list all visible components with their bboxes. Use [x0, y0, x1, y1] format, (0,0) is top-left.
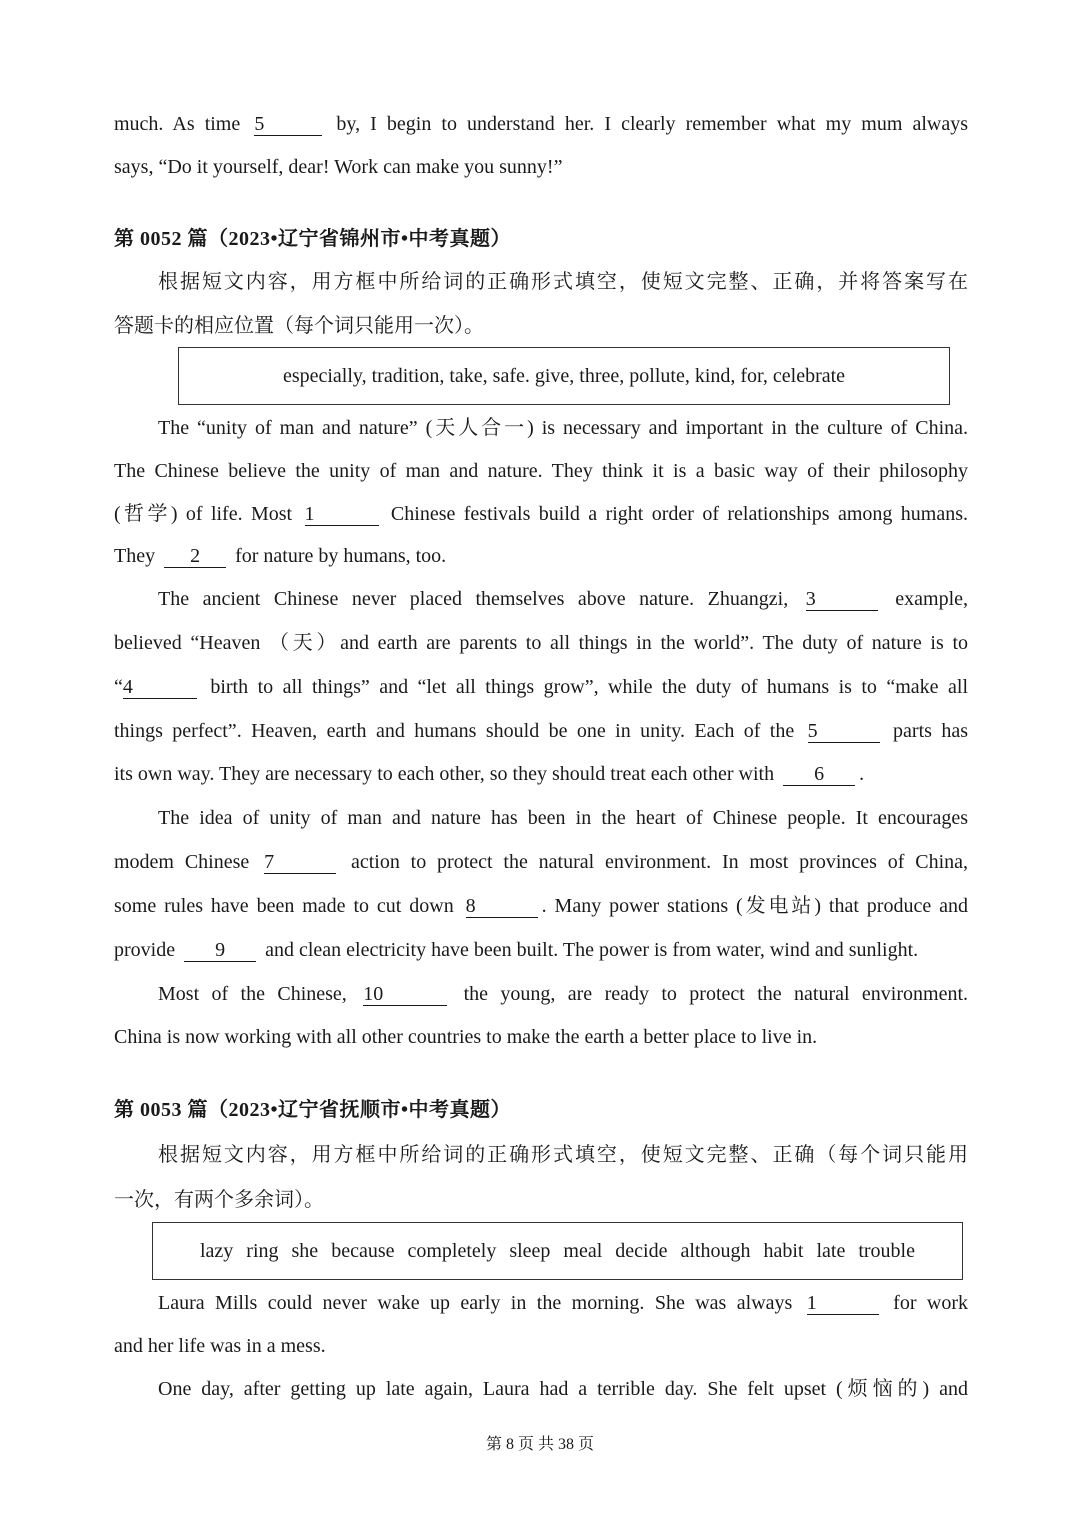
text-line: “4 birth to all things” and “let all things grow”, while the duty of humans is to “make all	[114, 676, 968, 698]
text-line: Most of the Chinese, 10 the young, are ready to protect the natural environment.	[158, 983, 969, 1005]
word-bank-text: lazy ring she because completely sleep meal decide although habit late trouble	[200, 1239, 915, 1262]
instruction-line: 根据短文内容，用方框中所给词的正确形式填空，使短文完整、正确（每个词只能用	[158, 1144, 968, 1166]
text-line: provide 9 and clean electricity have been built. The power is from water, wind and sunlight.	[114, 939, 919, 961]
text-line: The Chinese believe the unity of man and nature. They think it is a basic way of their philosophy	[114, 460, 968, 482]
answer-blank[interactable]: 9	[184, 939, 256, 962]
answer-blank[interactable]: 1	[305, 503, 379, 526]
text-line: some rules have been made to cut down 8 . Many power stations (发电站) that produce and	[114, 895, 969, 917]
text-line: The idea of unity of man and nature has been in the heart of Chinese people. It encourages	[158, 807, 968, 829]
text-line: Laura Mills could never wake up early in the morning. She was always 1 for work	[158, 1292, 968, 1314]
section-heading-0052: 第 0052 篇（2023•辽宁省锦州市•中考真题）	[114, 228, 512, 250]
page-footer: 第 8 页 共 38 页	[485, 1436, 594, 1453]
word-bank-box	[152, 1222, 963, 1280]
text-line: (哲学) of life. Most 1 Chinese festivals build a right order of relationships among humans.	[114, 503, 969, 525]
answer-blank[interactable]: 2	[164, 545, 226, 568]
word-bank-box	[178, 347, 950, 405]
answer-blank[interactable]: 7	[264, 851, 336, 874]
answer-blank[interactable]: 4	[123, 676, 197, 699]
text-line: The “unity of man and nature” (天人合一) is necessary and important in the culture of China.	[158, 417, 968, 439]
instruction-line: 一次，有两个多余词）。	[114, 1189, 324, 1211]
text-line: The ancient Chinese never placed themselves above nature. Zhuangzi, 3 example,	[158, 588, 969, 610]
answer-blank[interactable]: 8	[466, 895, 538, 918]
text-line: much. As time 5 by, I begin to understand her. I clearly remember what my mum always	[114, 113, 969, 135]
text-line: says, “Do it yourself, dear! Work can make you sunny!”	[114, 156, 563, 178]
answer-blank[interactable]: 3	[806, 588, 878, 611]
word-bank-text: especially, tradition, take, safe. give, three, pollute, kind, for, celebrate	[282, 364, 846, 387]
instruction-line: 答题卡的相应位置（每个词只能用一次）。	[114, 315, 484, 337]
answer-blank[interactable]: 10	[363, 983, 447, 1006]
answer-blank[interactable]: 6	[783, 763, 855, 786]
text-line: its own way. They are necessary to each other, so they should treat each other with 6 .	[114, 763, 865, 785]
instruction-line: 根据短文内容，用方框中所给词的正确形式填空，使短文完整、正确，并将答案写在	[158, 271, 968, 293]
text-line: One day, after getting up late again, Laura had a terrible day. She felt upset (烦恼的) and	[158, 1378, 968, 1400]
answer-blank[interactable]: 1	[807, 1292, 879, 1315]
text-line: things perfect”. Heaven, earth and humans should be one in unity. Each of the 5 parts has	[114, 720, 968, 742]
answer-blank[interactable]: 5	[808, 720, 880, 743]
answer-blank[interactable]: 5	[254, 113, 322, 136]
text-line: They 2 for nature by humans, too.	[114, 545, 447, 567]
text-line: modem Chinese 7 action to protect the natural environment. In most provinces of China,	[114, 851, 969, 873]
text-line: and her life was in a mess.	[114, 1335, 326, 1357]
text-line: China is now working with all other countries to make the earth a better place to live in.	[114, 1026, 818, 1048]
text-line: believed “Heaven （天）and earth are parents to all things in the world”. The duty of nature is to	[114, 632, 968, 654]
section-heading-0053: 第 0053 篇（2023•辽宁省抚顺市•中考真题）	[114, 1099, 512, 1121]
